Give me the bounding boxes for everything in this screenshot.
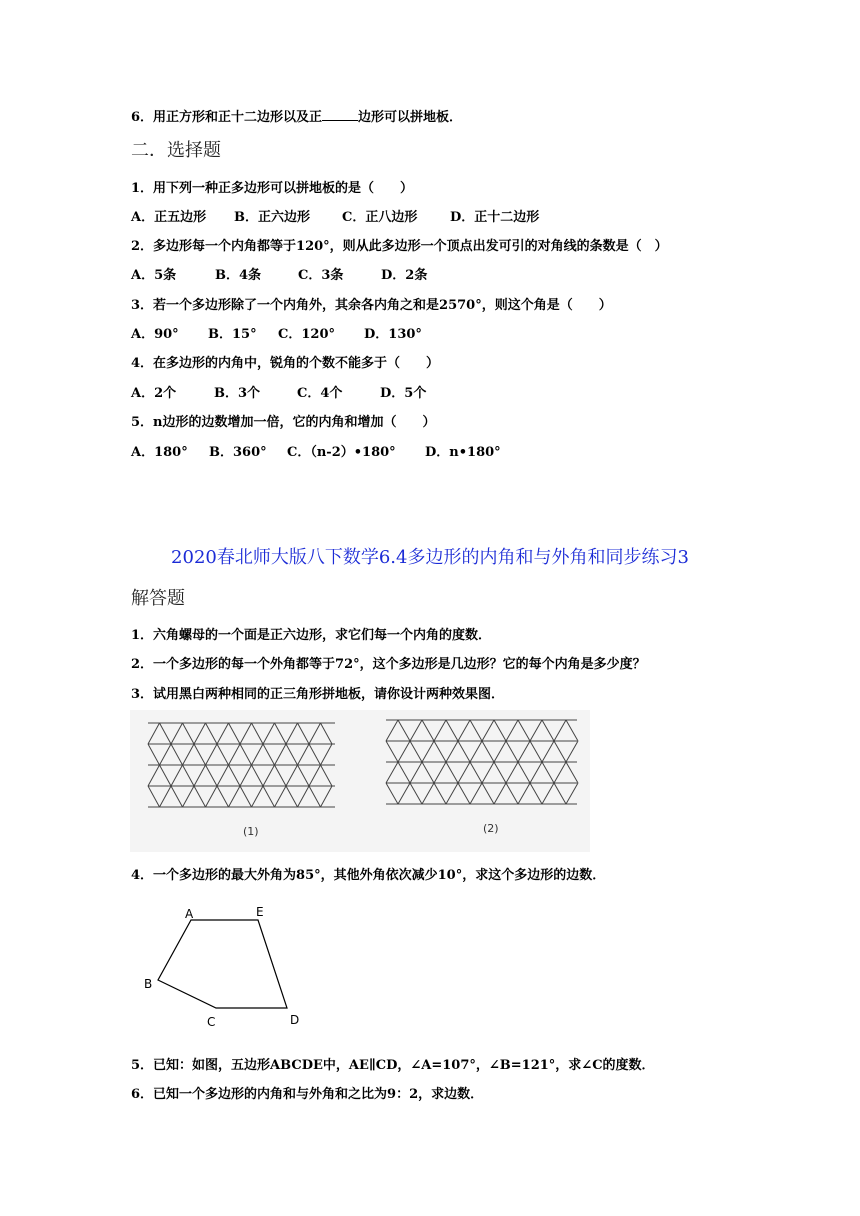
tiling-1-diagonal-line [298,765,310,786]
tiling-2-diagonal-line [554,783,566,804]
choice-question-4: 4．在多边形的内角中，锐角的个数不能多于（ ） [131,356,440,371]
tiling-2-diagonal-line [542,720,554,741]
tiling-1-diagonal-line [148,723,160,744]
tiling-2-diagonal-line [470,783,482,804]
tiling-2-diagonal-line [530,741,542,762]
tiling-1-diagonal-line [206,723,218,744]
vertex-label-b: B [144,977,153,991]
tiling-2-diagonal-line [530,762,542,783]
tiling-2-diagonal-line [518,720,530,741]
tiling-2-diagonal-line [470,762,482,783]
tiling-1-diagonal-line [252,723,264,744]
tiling-1-diagonal-line [275,744,287,765]
tiling-2-diagonal-line [554,720,566,741]
choice-options-3 [131,323,422,342]
tiling-2-diagonal-line [530,720,542,741]
tiling-1-diagonal-line [148,744,160,765]
tiling-1-diagonal-line [298,786,310,807]
option: A．180° [131,445,188,460]
tiling-1-diagonal-line [194,744,206,765]
tiling-1-diagonal-line [171,744,183,765]
pentagon-figure [138,900,318,1035]
tiling-1-diagonal-line [194,786,206,807]
tiling-2-diagonal-line [410,783,422,804]
tiling-2-diagonal-line [494,762,506,783]
tiling-2-diagonal-line [410,720,422,741]
tiling-2-diagonal-line [434,741,446,762]
tiling-2-diagonal-line [386,720,398,741]
section-heading-choice: 二．选择题 [131,140,221,161]
tiling-2-diagonal-line [566,741,578,762]
tiling-1-diagonal-line [240,786,252,807]
option: B．正六边形 [234,210,310,225]
tiling-2-diagonal-line [542,741,554,762]
tiling-1-diagonal-line [148,786,160,807]
triangle-tiling-svg [130,710,590,852]
option: C．3条 [298,268,344,283]
tiling-1-diagonal-line [183,744,195,765]
option: B．4条 [215,268,262,283]
choice-question-5: 5．n边形的边数增加一倍，它的内角和增加（ ） [131,415,436,430]
tiling-1-diagonal-line [160,744,172,765]
tiling-1-diagonal-line [263,786,275,807]
tiling-2-diagonal-line [494,720,506,741]
option: C．4个 [297,386,343,401]
tiling-2-diagonal-line [542,762,554,783]
option: C．120° [278,327,335,342]
tiling-1-diagonal-line [171,765,183,786]
tiling-2-diagonal-line [506,783,518,804]
tiling-2-diagonal-line [398,741,410,762]
tiling-1-diagonal-line [252,765,264,786]
tiling-2-diagonal-line [398,783,410,804]
tiling-1-diagonal-line [148,765,160,786]
tiling-1-diagonal-line [229,765,241,786]
answer-question-6: 6．已知一个多边形的内角和与外角和之比为9：2，求边数． [131,1087,484,1102]
option: C．正八边形 [342,210,418,225]
tiling-1-diagonal-line [229,744,241,765]
tiling-1-diagonal-line [309,786,321,807]
tiling-1-diagonal-line [263,765,275,786]
answer-blank [322,108,358,121]
tiling-1-diagonal-line [171,786,183,807]
section-heading-answer: 解答题 [131,588,185,609]
tiling-1-diagonal-line [321,723,333,744]
tiling-1-diagonal-line [321,744,333,765]
answer-question-4: 4．一个多边形的最大外角为85°，其他外角依次减少10°，求这个多边形的边数． [131,868,606,883]
tiling-1-diagonal-line [229,723,241,744]
tiling-1-diagonal-line [183,786,195,807]
tiling-1-diagonal-line [309,744,321,765]
answer-question-3: 3．试用黑白两种相同的正三角形拼地板，请你设计两种效果图． [131,687,505,702]
tiling-2-diagonal-line [530,783,542,804]
vertex-label-c: C [207,1015,216,1029]
tiling-2-diagonal-line [422,741,434,762]
tiling-2-diagonal-line [494,741,506,762]
answer-question-5: 5．已知：如图，五边形ABCDE中，AE∥CD，∠A=107°，∠B=121°，求∠C的度数． [131,1058,655,1073]
tiling-2-diagonal-line [482,741,494,762]
tiling-1-diagonal-line [217,786,229,807]
tiling-1-diagonal-line [309,723,321,744]
choice-options-5 [131,441,501,460]
tiling-2-diagonal-line [566,783,578,804]
tiling-1-diagonal-line [217,744,229,765]
tiling-2-diagonal-line [566,720,578,741]
option: D．130° [364,327,422,342]
tiling-1-diagonal-line [286,786,298,807]
tiling-2-diagonal-line [554,762,566,783]
option: B．15° [208,327,257,342]
tiling-1-diagonal-line [286,744,298,765]
option: D．正十二边形 [450,210,540,225]
tiling-1-diagonal-line [286,723,298,744]
tiling-1-diagonal-line [275,723,287,744]
triangle-tiling-figures [130,710,590,852]
tiling-1-diagonal-line [275,786,287,807]
pentagon-abcde [158,920,287,1008]
vertex-label-e: E [256,905,264,919]
answer-question-1: 1．六角螺母的一个面是正六边形，求它们每一个内角的度数． [131,628,492,643]
fill-question-6 [131,106,462,125]
tiling-2-diagonal-line [482,762,494,783]
choice-question-1: 1．用下列一种正多边形可以拼地板的是（ ） [131,181,414,196]
option: C．（n-2）•180° [287,445,396,460]
tiling-2-diagonal-line [518,762,530,783]
tiling-2-diagonal-line [482,783,494,804]
tiling-1-diagonal-line [206,744,218,765]
option: D．n•180° [425,445,501,460]
tiling-1-diagonal-line [240,765,252,786]
tiling-2-diagonal-line [386,762,398,783]
tiling-2-diagonal-line [494,783,506,804]
tiling-1-diagonal-line [217,723,229,744]
tiling-1-diagonal-line [240,744,252,765]
tiling-2-diagonal-line [506,762,518,783]
tiling-2-diagonal-line [434,783,446,804]
tiling-2-diagonal-line [434,762,446,783]
tiling-1-diagonal-line [206,786,218,807]
option: A．90° [131,327,179,342]
tiling-1-diagonal-line [160,765,172,786]
figure-label-1: (1) [243,825,259,838]
tiling-1-diagonal-line [217,765,229,786]
tiling-1-diagonal-line [298,744,310,765]
tiling-2-diagonal-line [422,762,434,783]
tiling-1-diagonal-line [194,765,206,786]
vertex-label-a: A [185,907,194,921]
tiling-2-diagonal-line [446,762,458,783]
tiling-2-diagonal-line [458,720,470,741]
tiling-2-diagonal-line [386,783,398,804]
tiling-2-diagonal-line [410,741,422,762]
tiling-2-diagonal-line [446,741,458,762]
tiling-2-diagonal-line [506,741,518,762]
tiling-1-diagonal-line [183,765,195,786]
tiling-2-diagonal-line [566,762,578,783]
tiling-2-diagonal-line [482,720,494,741]
tiling-1-diagonal-line [194,723,206,744]
option: B．3个 [214,386,261,401]
figure-label-2: (2) [483,822,499,835]
tiling-1-diagonal-line [206,765,218,786]
choice-question-3: 3．若一个多边形除了一个内角外，其余各内角之和是2570°，则这个角是（ ） [131,298,612,313]
fill-question-suffix: 边形可以拼地板． [358,110,463,125]
tiling-1-diagonal-line [171,723,183,744]
tiling-1-diagonal-line [263,723,275,744]
tiling-1-diagonal-line [286,765,298,786]
tiling-2-diagonal-line [554,741,566,762]
option: D．2条 [381,268,428,283]
option: B．360° [209,445,267,460]
option: D．5个 [380,386,427,401]
tiling-2-diagonal-line [518,741,530,762]
choice-options-1 [131,206,539,225]
tiling-1-diagonal-line [321,786,333,807]
vertex-label-d: D [290,1013,300,1027]
tiling-1-diagonal-line [252,786,264,807]
tiling-2-diagonal-line [422,720,434,741]
tiling-2-diagonal-line [446,720,458,741]
tiling-1-diagonal-line [229,786,241,807]
tiling-2-diagonal-line [422,783,434,804]
tiling-2-diagonal-line [458,762,470,783]
tiling-2-diagonal-line [446,783,458,804]
tiling-2-diagonal-line [434,720,446,741]
option: A．2个 [131,386,177,401]
fill-question-prefix: 6．用正方形和正十二边形以及正 [131,110,323,125]
tiling-1-diagonal-line [252,744,264,765]
choice-options-2 [131,264,427,283]
tiling-2-diagonal-line [470,720,482,741]
tiling-2-diagonal-line [458,741,470,762]
tiling-2-diagonal-line [518,783,530,804]
tiling-1-diagonal-line [160,786,172,807]
tiling-1-diagonal-line [263,744,275,765]
tiling-1-diagonal-line [275,765,287,786]
tiling-2-diagonal-line [410,762,422,783]
answer-question-2: 2．一个多边形的每一个外角都等于72°，这个多边形是几边形？它的每个内角是多少度？ [131,657,646,672]
tiling-2-diagonal-line [458,783,470,804]
tiling-2-diagonal-line [506,720,518,741]
tiling-1-diagonal-line [240,723,252,744]
tiling-2-diagonal-line [398,720,410,741]
tiling-2-diagonal-line [398,762,410,783]
choice-options-4 [131,382,426,401]
option: A．5条 [131,268,177,283]
tiling-1-diagonal-line [298,723,310,744]
document-title: 2020春北师大版八下数学6.4多边形的内角和与外角和同步练习3 [171,547,689,568]
tiling-1-diagonal-line [309,765,321,786]
tiling-2-diagonal-line [470,741,482,762]
tiling-1-diagonal-line [321,765,333,786]
tiling-1-diagonal-line [183,723,195,744]
option: A．正五边形 [131,210,207,225]
tiling-2-diagonal-line [386,741,398,762]
tiling-2-diagonal-line [542,783,554,804]
tiling-1-diagonal-line [160,723,172,744]
choice-question-2: 2．多边形每一个内角都等于120°，则从此多边形一个顶点出发可引的对角线的条数是（ ） [131,239,668,254]
